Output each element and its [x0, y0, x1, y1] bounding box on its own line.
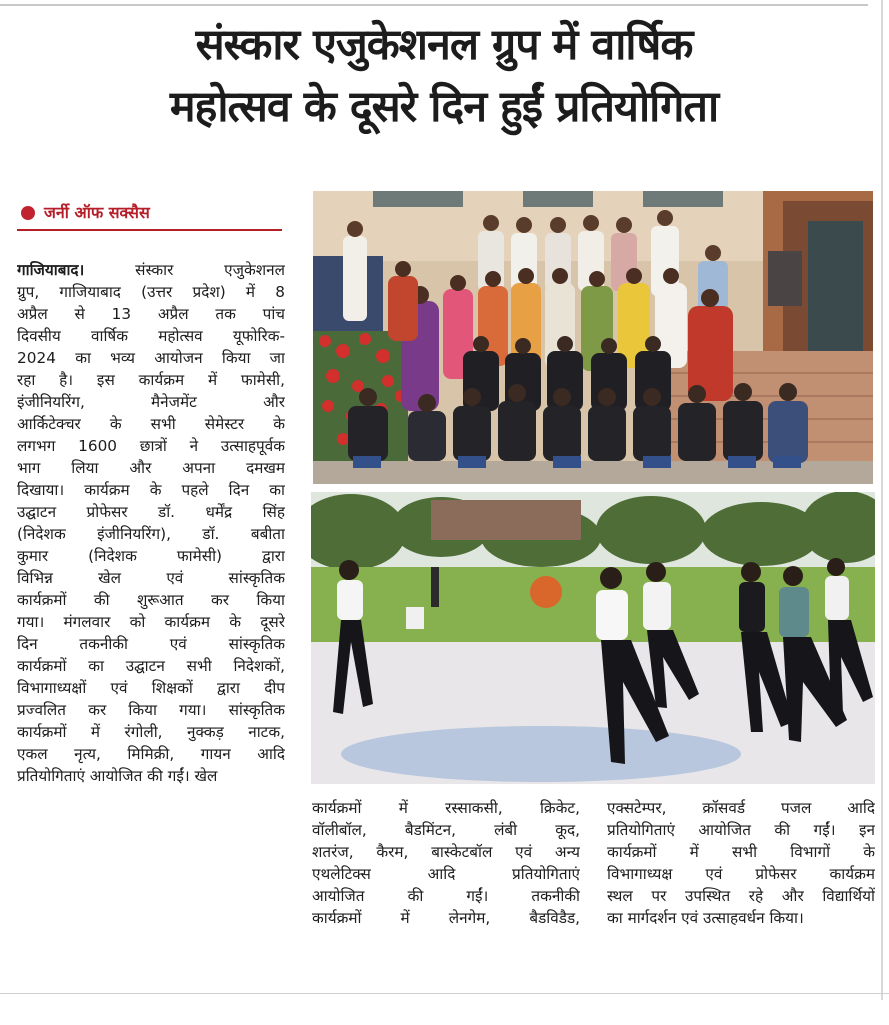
article-line: दिवसीय वार्षिक महोत्सव यूफोरिक-	[17, 327, 285, 345]
article-line: स्थल पर उपस्थित रहे और विद्यार्थियों	[607, 887, 875, 905]
article-line: प्रतियोगिताएं आयोजित की गईं। खेल	[17, 767, 218, 785]
top-rule	[0, 4, 868, 6]
article-line: दिन तकनीकी एवं सांस्कृतिक	[17, 635, 285, 653]
basketball-photo	[311, 492, 875, 784]
article-line: (निदेशक इंजीनियरिंग), डॉ. बबीता	[17, 525, 285, 543]
bottom-rule	[0, 993, 889, 994]
article-line: एथलेटिक्स आदि प्रतियोगिताएं	[312, 865, 580, 883]
article-line: इंजीनियरिंग, मैनेजमेंट और	[17, 393, 285, 411]
article-line: विभागाध्यक्षों एवं शिक्षकों द्वारा दीप	[17, 679, 285, 697]
article-line: कार्यक्रमों में लेनगेम, बैडविडैड,	[312, 909, 580, 927]
article-line: कार्यक्रमों की शुरूआत कर किया	[17, 591, 285, 609]
byline	[17, 201, 282, 231]
dateline: गाजियाबाद।	[17, 261, 85, 279]
article-column-1	[17, 259, 285, 787]
article-line: एकल नृत्य, मिमिक्री, गायन आदि	[17, 745, 285, 763]
article-line: भाग लिया और अपना दमखम	[17, 459, 285, 477]
article-line: अप्रैल से 13 अप्रैल तक पांच	[17, 305, 285, 323]
headline-line-1: संस्कार एजुकेशनल ग्रुप में वार्षिक	[195, 20, 693, 70]
article-column-2	[312, 797, 580, 929]
article-line: का मार्गदर्शन एवं उत्साहवर्धन किया।	[607, 909, 804, 927]
article-line: उद्घाटन प्रोफेसर डॉ. धर्मेंद्र सिंह	[17, 503, 285, 521]
article-line: एक्सटेम्पर, क्रॉसवर्ड पजल आदि	[607, 799, 875, 817]
article-line: 2024 का भव्य आयोजन किया जा	[17, 349, 285, 367]
article-line	[17, 259, 285, 281]
article-line: कुमार (निदेशक फामेसी) द्वारा	[17, 547, 285, 565]
article-line: वॉलीबॉल, बैडमिंटन, लंबी कूद,	[312, 821, 580, 839]
article-line: प्रज्वलित कर किया गया। सांस्कृतिक	[17, 701, 285, 719]
article-line: लगभग 1600 छात्रों ने उत्साहपूर्वक	[17, 437, 285, 455]
article-line: कार्यक्रमों में रंगोली, नुक्कड़ नाटक,	[17, 723, 285, 741]
article-line: दिखाया। कार्यक्रम के पहले दिन का	[17, 481, 285, 499]
article-line: विभागाध्यक्ष एवं प्रोफेसर कार्यक्रम	[607, 865, 875, 883]
article-line: विभिन्न खेल एवं सांस्कृतिक	[17, 569, 285, 587]
article-column-3	[607, 797, 875, 929]
article-line: कार्यक्रमों का उद्घाटन सभी निदेशकों,	[17, 657, 285, 675]
article-line: कार्यक्रमों में रस्साकसी, क्रिकेट,	[312, 799, 580, 817]
article-line: ग्रुप, गाजियाबाद (उत्तर प्रदेश) में 8	[17, 283, 285, 301]
group-photo	[313, 191, 873, 484]
article-line: कार्यक्रमों में सभी विभागों के	[607, 843, 875, 861]
headline-line-2: महोत्सव के दूसरे दिन हुईं प्रतियोगिता	[169, 82, 719, 132]
article-line: आयोजित की गईं। तकनीकी	[312, 887, 580, 905]
right-rule	[881, 0, 883, 1000]
article-line: प्रतियोगिताएं आयोजित की गईं। इन	[607, 821, 875, 839]
article-line: गया। मंगलवार को कार्यक्रम के दूसरे	[17, 613, 285, 631]
article-line-text: संस्कार एजुकेशनल	[84, 261, 285, 279]
headline	[12, 14, 876, 138]
article-line: रहा है। इस कार्यक्रम में फामेसी,	[17, 371, 285, 389]
article-line: शतरंज, कैरम, बास्केटबॉल एवं अन्य	[312, 843, 580, 861]
byline-dot-icon	[21, 206, 35, 220]
byline-label: जर्नी ऑफ सक्सैस	[44, 203, 150, 222]
article-line: आर्किटेक्चर के सभी सेमेस्टर के	[17, 415, 285, 433]
